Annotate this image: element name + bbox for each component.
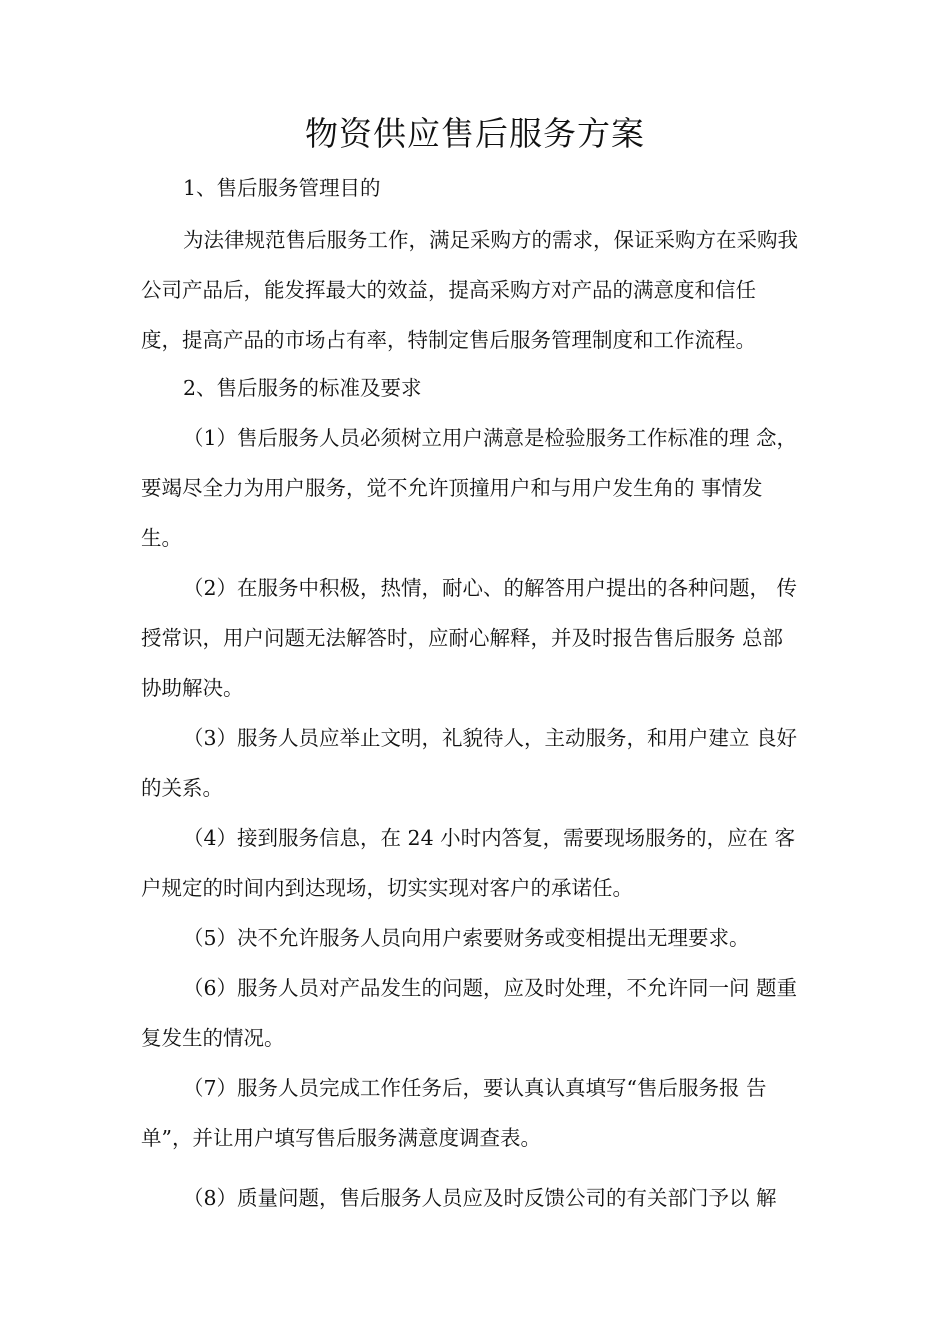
section-2-heading-text: 2、售后服务的标准及要求 [183, 376, 422, 400]
list-item-line: 授常识，用户问题无法解答时，应耐心解释，并及时报告售后服务 总部 [141, 626, 784, 650]
list-item-3 [141, 713, 827, 813]
list-item-line: 要竭尽全力为用户服务，觉不允许顶撞用户和与用户发生角的 事情发 [141, 476, 763, 500]
list-item-5 [141, 913, 827, 963]
list-item-line: 复发生的情况。 [141, 1026, 285, 1050]
list-item-line: （3）服务人员应举止文明，礼貌待人，主动服务，和用户建立 良好 [183, 726, 798, 750]
list-item-line: （7）服务人员完成工作任务后，要认真认真填写“售后服务报 告 [183, 1076, 767, 1100]
list-item-line: （8）质量问题，售后服务人员应及时反馈公司的有关部门予以 解 [183, 1186, 777, 1210]
list-item-line: 协助解决。 [141, 676, 244, 700]
list-item-line: 单”，并让用户填写售后服务满意度调查表。 [141, 1126, 541, 1150]
list-item-line: 生。 [141, 526, 182, 550]
list-item-4 [141, 813, 827, 913]
paragraph-line: 为法律规范售后服务工作，满足采购方的需求，保证采购方在采购我 [183, 228, 798, 252]
list-item-6 [141, 963, 827, 1063]
paragraph-line: 公司产品后，能发挥最大的效益，提高采购方对产品的满意度和信任 [141, 278, 756, 302]
list-item-8 [141, 1173, 827, 1223]
list-item-2 [141, 563, 827, 713]
list-item-line: 户规定的时间内到达现场，切实实现对客户的承诺任。 [141, 876, 633, 900]
list-item-line: （6）服务人员对产品发生的问题，应及时处理，不允许同一问 题重 [183, 976, 798, 1000]
list-item-line: （2）在服务中积极，热情，耐心、的解答用户提出的各种问题， 传 [183, 576, 798, 600]
list-item-7 [141, 1063, 827, 1163]
list-item-line: （4）接到服务信息，在 24 小时内答复，需要现场服务的，应在 客 [183, 826, 796, 850]
list-item-line: （1）售后服务人员必须树立用户满意是检验服务工作标准的理 念， [183, 426, 798, 450]
section-1-paragraph [141, 215, 827, 365]
section-1-heading [141, 163, 827, 213]
section-2-heading [141, 363, 827, 413]
list-item-line: （5）决不允许服务人员向用户索要财务或变相提出无理要求。 [183, 926, 750, 950]
paragraph-line: 度，提高产品的市场占有率，特制定售后服务管理制度和工作流程。 [141, 328, 756, 352]
section-1-heading-text: 1、售后服务管理目的 [183, 176, 381, 200]
list-item-1 [141, 413, 827, 563]
list-item-line: 的关系。 [141, 776, 223, 800]
document-title: 物资供应售后服务方案 [305, 114, 645, 153]
